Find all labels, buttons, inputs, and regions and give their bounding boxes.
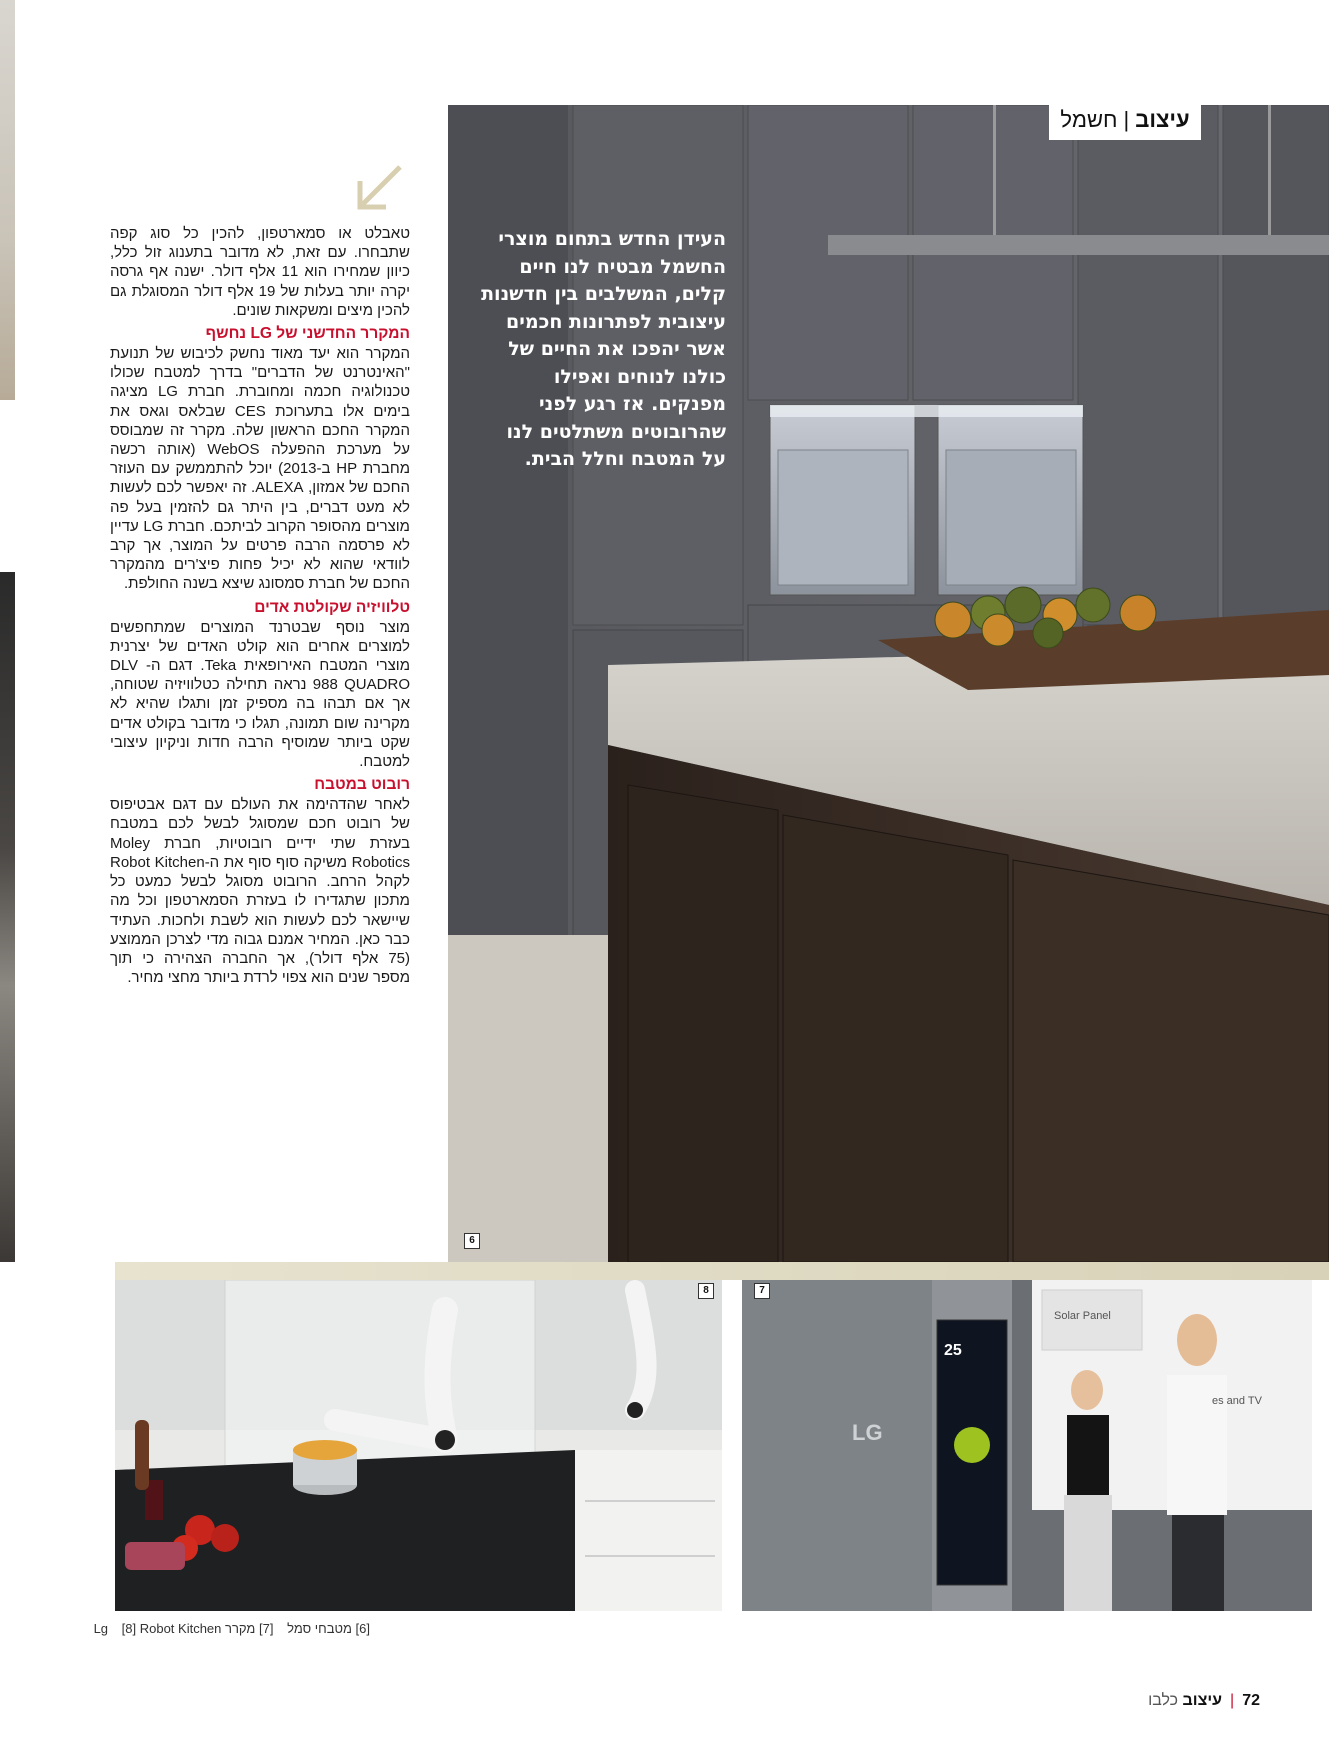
footer-magazine: כלבו	[1148, 1692, 1179, 1709]
page-number: 72	[1242, 1692, 1260, 1709]
caption-8: [8] Robot Kitchen	[121, 1621, 222, 1636]
lg-fridge-photo	[742, 1280, 1312, 1611]
section-body-lg-fridge: המקרר הוא יעד מאוד נחשק לכיבוש של תנועת "האינטרנט של הדברים" בדרך למטבח שכולו טכנולוגיה חכמה ומחוברת. חברת LG מציגה בימים אלו בתערוכת CES שבלאס וגאס את המקרר החכם הראשון שלה. מקרר זה שמבוסס על מערכת ההפעלה WebOS (אותה רכשה מחברת HP ב-2013) יוכל להתממשק עם העוזר החכם של אמזון, ALEXA. זה יאפשר לכם לעשות לא מעט דברים, בין היתר גם להזמין בעל פה מוצרים מהסופר הקרוב לביתכם. חברת LG עדיין לא פרסמה הרבה פרטים על המוצר, אך קרב לוודאי שהוא לא יכיל פחות פיצ'רים מהמקרר החכם של חברת סמסונג שיצא בשנה החולפת.	[110, 345, 411, 593]
photo-captions	[93, 1621, 370, 1636]
article-column	[110, 224, 410, 987]
section-separator: |	[1123, 107, 1130, 132]
footer-section: עיצוב	[1182, 1692, 1223, 1709]
caption-7: [7] מקרר Lg	[93, 1621, 274, 1636]
page-footer	[1070, 1692, 1260, 1710]
section-body-robot: לאחר שהדהימה את העולם עם דגם אבטיפוס של רובוט חכם שמסוגל לבשל לכם במטבח בעזרת שתי ידיים רובוטיות, חברת Moley Robotics משיקה סוף סוף את ה-Robot Kitchen לקהל הרחב. הרובוט מסוגל לבשל כמעט כל מתכון שתגדירו לו בעזרת הסמארטפון וכל מה שיישאר לכם לעשות הוא לשבת ולחכות. העתיד כבר כאן. המחיר אמנם גבוה מדי לצרכן הממוצע (75 אלף דולר), אך החברה הצהירה כי תוך מספר שנים הוא צפוי לרדת ביותר מחצי מחיר.	[110, 796, 410, 987]
arrow-down-left-icon	[350, 161, 406, 217]
wall-label-solar-panel: Solar Panel	[1054, 1310, 1111, 1322]
section-heading-lg-fridge: המקרר החדשני של LG נחשף	[205, 325, 410, 343]
photo-number-7: 7	[754, 1283, 770, 1299]
caption-6: [6] מטבחי סמל	[287, 1621, 370, 1636]
fridge-screen-time: 25	[944, 1342, 962, 1359]
section-tag	[1049, 100, 1201, 140]
photo-number-8: 8	[698, 1283, 714, 1299]
robot-kitchen-photo	[115, 1280, 722, 1611]
facing-page-edge-bottom	[0, 572, 15, 1262]
photo-number-6: 6	[464, 1233, 480, 1249]
photo-band	[115, 1262, 1329, 1280]
article-intro: טאבלט או סמארטפון, להכין כל סוג קפה שתבחרו. עם זאת, לא מדובר בתענוג זול כלל, כיוון שמחירו הוא 11 אלף דולר. ישנה אף גרסה יקרה יותר בעלות של 19 אלף דולר המסוגלת גם להכין מיצים ומשקאות שונים.	[110, 225, 410, 319]
pull-quote: העידן החדש בתחום מוצרי החשמל מבטיח לנו חיים קלים, המשלבים בין חדשנות עיצובית לפתרונות חכמים אשר יהפכו את החיים של כולנו לנוחים ואפילו מפנקים. אז רגע לפני שהרובוטים משתלטים לנו על המטבח וחלל הבית.	[481, 228, 726, 470]
footer-separator: |	[1230, 1692, 1235, 1709]
section-body-tv-hood: מוצר נוסף שבטרנד המוצרים שמתחפשים למוצרים אחרים הוא קולט האדים של יצרנית מוצרי המטבח האירופאית Teka. דגם ה- DLV 988 QUADRO נראה תחילה כטלוויזיה שטוחה, אך אם תבהו בה מספיק זמן ותגלו שהיא לא מקרינה שום תמונה, תגלו כי מדובר בקולט אדים שקט ביותר שמוסיף הרבה חדות וניקיון עיצובי למטבח.	[110, 618, 410, 771]
fridge-logo: LG	[852, 1420, 883, 1445]
facing-page-edge-top	[0, 0, 15, 400]
section-name: עיצוב	[1135, 107, 1190, 132]
section-heading-robot: רובוט במטבח	[314, 776, 410, 794]
subsection-name: חשמל	[1060, 107, 1118, 132]
section-heading-tv-hood: טלוויזיה שקולטת אדים	[254, 598, 410, 616]
wall-label-tv: es and TV	[1212, 1395, 1262, 1407]
